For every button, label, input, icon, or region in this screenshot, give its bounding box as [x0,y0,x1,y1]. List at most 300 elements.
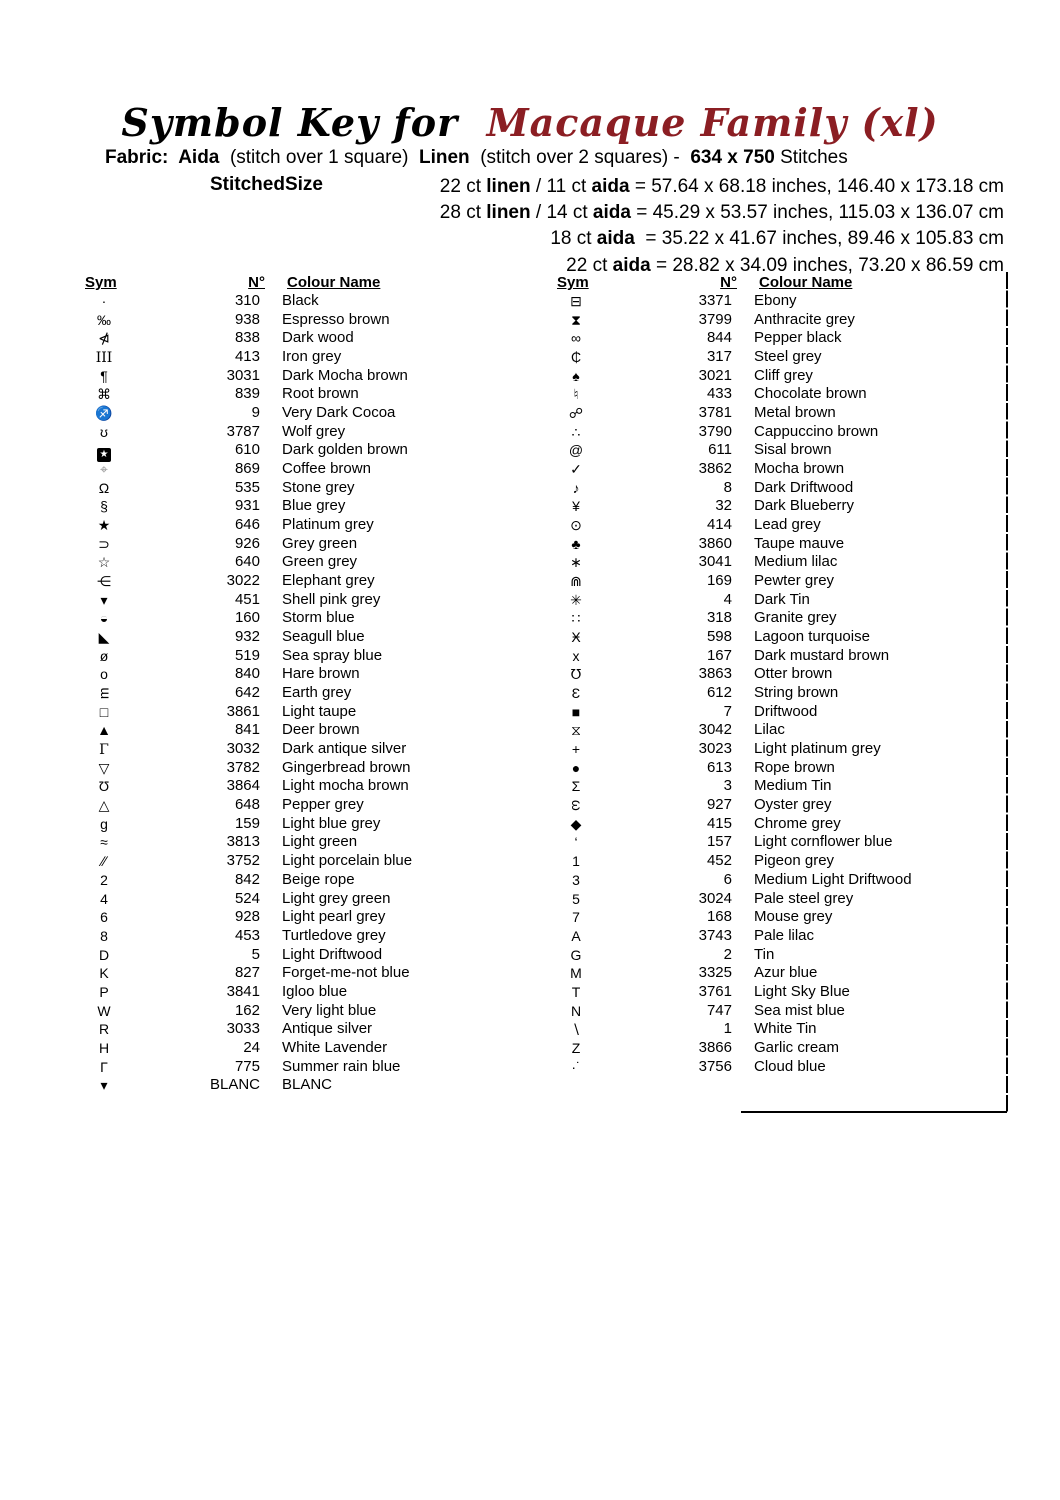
number-cell: 3863 [698,665,732,683]
number-cell: 157 [706,833,732,851]
table-row [80,423,533,442]
number-cell: 3787 [226,422,260,440]
number-cell: 451 [234,590,260,608]
colour-name-cell: Rope brown [754,758,835,776]
colour-name-cell: Dark Driftwood [754,478,854,496]
table-row [552,628,1005,647]
table-row [552,796,1005,815]
sym-cell: ◣ [98,629,110,646]
sym-cell: ∖ [571,1021,581,1038]
table-row [552,833,1005,852]
column-header-colour-name: Colour Name [287,274,381,291]
page-title-pattern-name: Macaque Family (xl) [486,100,939,145]
colour-name-cell: Medium Light Driftwood [754,870,912,888]
number-cell: 840 [234,665,260,683]
sym-cell: ⊟ [570,293,582,309]
table-row [80,647,533,666]
colour-name-cell: Pepper grey [282,796,364,814]
sym-cell: ⋲ [97,573,111,590]
sym-cell: ¶ [100,367,108,384]
table-row [80,311,533,330]
table-row [80,535,533,554]
number-cell: 3033 [226,1020,260,1038]
table-row [80,890,533,909]
colour-name-cell: Dark golden brown [282,441,408,459]
table-row [80,628,533,647]
table-row [552,535,1005,554]
colour-name-cell: Earth grey [282,684,352,702]
number-cell: 3813 [226,833,260,851]
number-cell: 3021 [698,366,732,384]
sym-cell: ⌘ [97,386,111,403]
sym-cell: + [571,741,581,758]
number-cell: 931 [234,497,260,515]
colour-name-cell: String brown [754,684,839,702]
number-cell: 7 [723,702,732,720]
colour-name-cell: Coffee brown [282,460,371,478]
number-cell: 598 [706,628,732,646]
table-row [80,1002,533,1021]
sym-cell: ¥ [572,498,580,515]
colour-name-cell: Sisal brown [754,441,832,459]
colour-name-cell: Turtledove grey [282,926,386,944]
colour-name-cell: Dark antique silver [282,740,407,758]
sym-cell: 6 [100,909,108,926]
colour-name-cell: Lead grey [754,516,821,534]
table-row [552,890,1005,909]
number-cell: 8 [723,478,732,496]
colour-name-cell: Green grey [282,553,358,571]
number-cell: 414 [706,516,732,534]
table-row [552,404,1005,423]
number-cell: 169 [706,572,732,590]
number-cell: 927 [706,796,732,814]
sym-cell: G [570,946,582,963]
sym-cell: □ [99,703,109,720]
sym-cell: ø [99,647,109,664]
table-row [552,497,1005,516]
sym-cell: ♪ [572,479,580,496]
colour-name-cell: Cloud blue [754,1057,826,1075]
table-row [80,684,533,703]
page-title-prefix: Symbol Key for [121,100,487,145]
number-cell: BLANC [209,1076,260,1094]
table-row [80,964,533,983]
sym-cell: 4 [100,890,108,907]
table-row [80,404,533,423]
number-cell: 3023 [698,740,732,758]
table-row [80,796,533,815]
sym-cell: ∴ [571,423,581,440]
sym-cell: Σ [571,778,581,795]
table-row [80,497,533,516]
table-row [552,292,1005,311]
number-cell: 839 [234,385,260,403]
sym-cell: ⋪ [98,330,110,347]
table-row [552,684,1005,703]
table-right-border [1006,272,1008,1113]
table-row [552,367,1005,386]
number-cell: 640 [234,553,260,571]
number-cell: 519 [234,646,260,664]
sym-cell: ✓ [570,461,582,478]
number-cell: 844 [706,329,732,347]
colour-name-cell: Tin [754,945,775,963]
number-cell: 3862 [698,460,732,478]
table-row [80,721,533,740]
colour-name-cell: Seagull blue [282,628,365,646]
number-cell: 3032 [226,740,260,758]
sym-cell: ₵ [570,349,582,366]
number-cell: 4 [723,590,732,608]
table-row [552,516,1005,535]
number-cell: 5 [251,945,260,963]
number-cell: 160 [234,609,260,627]
number-cell: 611 [708,441,732,459]
sym-cell: Ɛ [571,685,581,702]
table-row [80,292,533,311]
table-row [80,1020,533,1039]
table-row [80,908,533,927]
sym-cell: Γ [99,742,109,759]
colour-name-cell: Mouse grey [754,908,833,926]
colour-name-cell: Ebony [754,292,797,309]
page-title [0,100,1060,145]
sym-cell: ‘ [574,834,578,851]
number-cell: 3782 [226,758,260,776]
table-row [80,871,533,890]
table-row [552,946,1005,965]
number-cell: 317 [706,348,732,366]
colour-name-cell: Dark Blueberry [754,497,855,515]
table-row [80,460,533,479]
colour-name-cell: Light green [282,833,358,851]
number-cell: 6 [723,870,732,888]
number-cell: 3041 [698,553,732,571]
stitched-size-lines [440,174,1004,279]
table-row [552,1002,1005,1021]
table-row [552,740,1005,759]
colour-name-cell: Platinum grey [282,516,374,534]
colour-name-cell: Taupe mauve [754,534,845,552]
number-cell: 3743 [698,926,732,944]
table-row [80,479,533,498]
colour-name-cell: Otter brown [754,665,833,683]
sym-cell: ▲ [97,722,111,739]
table-header-row [552,273,1005,292]
number-cell: 3790 [698,422,732,440]
sym-cell: o [100,666,108,683]
table-row [552,591,1005,610]
number-cell: 168 [706,908,732,926]
number-cell: 2 [723,945,732,963]
table-row [80,665,533,684]
stitched-size-label: StitchedSize [210,174,323,195]
sym-cell: Z [571,1039,581,1056]
colour-name-cell: Azur blue [754,964,818,982]
sym-cell: ⋒ [570,573,582,590]
sym-cell: · [101,293,107,309]
table-row [80,516,533,535]
colour-name-cell: Cappuccino brown [754,422,879,440]
sym-cell: 3 [572,871,580,888]
table-row [80,927,533,946]
sym-cell: @ [568,442,584,459]
number-cell: 938 [234,310,260,328]
number-cell: 3031 [226,366,260,384]
number-cell: 3860 [698,534,732,552]
colour-name-cell: Sea spray blue [282,646,383,664]
colour-name-cell: Steel grey [754,348,822,366]
number-cell: 613 [706,758,732,776]
number-cell: 3841 [226,982,260,1000]
sym-cell: ∷ [571,610,581,627]
colour-name-cell: Pale steel grey [754,889,854,907]
sym-cell: III [95,350,113,367]
number-cell: 1 [723,1020,732,1038]
colour-name-cell: Very light blue [282,1001,377,1019]
sym-cell: ◒ [99,610,109,627]
sym-cell: ≈ [100,834,108,851]
number-cell: 159 [234,814,260,832]
colour-name-cell: Storm blue [282,609,355,627]
sym-cell: ∗ [570,554,582,571]
table-row [80,740,533,759]
number-cell: 524 [234,889,260,907]
number-cell: 535 [234,478,260,496]
sym-cell: ∕∕ [101,853,107,870]
key-table-left [80,273,533,1095]
table-row [552,1039,1005,1058]
sym-cell: ♠ [572,367,580,384]
sym-cell: ★ [97,517,111,534]
sym-cell: ω [568,800,585,811]
sym-cell: § [100,498,108,515]
colour-name-cell: White Tin [754,1020,817,1038]
colour-name-cell: Lilac [754,721,785,739]
sym-cell: ·˙ [571,1058,581,1075]
sym-cell: ʊ [100,423,108,440]
number-cell: 9 [251,404,260,422]
colour-name-cell: Anthracite grey [754,310,855,328]
colour-name-cell: Light porcelain blue [282,852,413,870]
table-row [80,609,533,628]
sym-cell: x [572,647,580,664]
sym-cell: g [100,815,108,832]
colour-name-cell: Dark wood [282,329,354,347]
colour-name-cell: Pewter grey [754,572,835,590]
table-row [80,441,533,460]
table-row [552,815,1005,834]
sym-cell: ★ [80,441,128,460]
sym-cell: K [99,965,109,982]
number-cell: 3861 [226,702,260,720]
sym-cell: P [99,983,109,1000]
table-row [552,703,1005,722]
table-row [552,609,1005,628]
table-row [552,441,1005,460]
number-cell: 646 [234,516,260,534]
colour-name-cell: Dark Mocha brown [282,366,408,384]
sym-cell: 1 [572,853,580,870]
number-cell: 612 [706,684,732,702]
colour-name-cell: Chocolate brown [754,385,867,403]
number-cell: 3371 [698,292,732,309]
colour-name-cell: Espresso brown [282,310,390,328]
number-cell: 24 [243,1038,260,1056]
table-row [552,908,1005,927]
sym-cell: Ʊ [98,778,110,795]
table-row [552,329,1005,348]
colour-name-cell: Chrome grey [754,814,841,832]
table-row [552,1020,1005,1039]
colour-name-cell: Garlic cream [754,1038,840,1056]
sym-cell: ♮ [573,386,579,403]
table-row [80,777,533,796]
colour-name-cell: Black [282,292,319,309]
sym-cell: 8 [100,927,108,944]
sym-cell: ■ [571,703,581,720]
colour-name-cell: Light grey green [282,889,391,907]
sym-cell: ✳ [570,591,582,608]
table-row [552,348,1005,367]
table-row [80,1076,533,1095]
table-row [552,759,1005,778]
colour-name-cell: Beige rope [282,870,355,888]
table-row [552,460,1005,479]
number-cell: 869 [234,460,260,478]
colour-name-cell: Forget-me-not blue [282,964,410,982]
number-cell: 32 [715,497,732,515]
number-cell: 842 [234,870,260,888]
number-cell: 3799 [698,310,732,328]
colour-name-cell: Light platinum grey [754,740,881,758]
fabric-info-line: Fabric: Aida (stitch over 1 square) Linen (stitch over 2 squares) - 634 x 750 Stitches [105,147,848,168]
sym-cell: ▾ [100,1077,108,1094]
table-row [80,815,533,834]
table-row [552,553,1005,572]
sym-cell: ▾ [100,591,108,608]
sym-cell: ● [571,759,581,776]
table-row [80,703,533,722]
table-row [80,348,533,367]
number-cell: 928 [234,908,260,926]
number-cell: 3024 [698,889,732,907]
sym-cell: H [98,1039,110,1056]
colour-name-cell: Wolf grey [282,422,346,440]
number-cell: 610 [234,441,260,459]
colour-name-cell: Shell pink grey [282,590,381,608]
colour-name-cell: Igloo blue [282,982,348,1000]
key-table-left-rows [80,292,533,1095]
number-cell: 167 [706,646,732,664]
sym-cell: Ω [98,479,110,496]
table-row [552,647,1005,666]
colour-name-cell: Medium Tin [754,777,832,795]
colour-name-cell: Sea mist blue [754,1001,845,1019]
colour-name-cell: Cliff grey [754,366,813,384]
table-row [552,964,1005,983]
number-cell: 3761 [698,982,732,1000]
colour-name-cell: Light Sky Blue [754,982,850,1000]
number-cell: 318 [706,609,732,627]
number-cell: 838 [234,329,260,347]
number-cell: 452 [706,852,732,870]
colour-name-cell: Light Driftwood [282,945,383,963]
table-row [552,423,1005,442]
sym-cell: 7 [572,909,580,926]
colour-name-cell: BLANC [282,1076,333,1094]
colour-name-cell: Pepper black [754,329,842,347]
number-cell: 841 [234,721,260,739]
table-row [552,852,1005,871]
table-row [80,833,533,852]
colour-name-cell: Light pearl grey [282,908,386,926]
colour-name-cell: Dark Tin [754,590,810,608]
number-cell: 415 [706,814,732,832]
colour-name-cell: Light cornflower blue [754,833,893,851]
colour-name-cell: Deer brown [282,721,360,739]
colour-name-cell: Metal brown [754,404,836,422]
colour-name-cell: Granite grey [754,609,837,627]
number-cell: 3756 [698,1057,732,1075]
column-header-colour-name: Colour Name [759,274,853,291]
sym-cell: ⌖ [100,461,108,478]
size-line: 18 ct aida = 35.22 x 41.67 inches, 89.46 x 105.83 cm [550,228,1004,250]
sym-cell: ℧ [570,666,582,683]
column-header-number: N° [248,274,265,291]
column-header-sym: Sym [85,274,117,291]
sym-cell: ‰ [97,311,111,328]
sym-cell: 5 [572,890,580,907]
sym-cell: ◆ [570,815,582,832]
sym-cell: ⊃ [98,535,110,552]
size-line: 28 ct linen / 14 ct aida = 45.29 x 53.57 inches, 115.03 x 136.07 cm [439,202,1004,224]
sym-cell: ♣ [571,535,581,552]
number-cell: 3022 [226,572,260,590]
colour-name-cell: Root brown [282,385,359,403]
sym-cell: A [571,927,581,944]
colour-name-cell: Hare brown [282,665,360,683]
sym-cell: ☍ [568,405,584,422]
table-row [552,927,1005,946]
table-row [80,983,533,1002]
colour-name-cell: Gingerbread brown [282,758,411,776]
sym-cell: ⊙ [570,517,582,534]
number-cell: 413 [234,348,260,366]
column-header-number: N° [720,274,737,291]
key-table-right-rows [552,292,1005,1076]
table-row [80,1058,533,1077]
number-cell: 775 [234,1057,260,1075]
table-row [552,1058,1005,1077]
colour-name-cell: Pigeon grey [754,852,835,870]
colour-name-cell: Antique silver [282,1020,373,1038]
colour-name-cell: Pale lilac [754,926,815,944]
colour-name-cell: Light taupe [282,702,357,720]
table-row [80,329,533,348]
table-row [552,871,1005,890]
table-row [80,946,533,965]
number-cell: 642 [234,684,260,702]
sym-cell: M [570,965,582,982]
column-header-sym: Sym [557,274,589,291]
table-row [552,311,1005,330]
size-line: 22 ct linen / 11 ct aida = 57.64 x 68.18 inches, 146.40 x 173.18 cm [439,176,1004,197]
table-row [552,665,1005,684]
number-cell: 310 [234,292,260,309]
key-table-right [552,273,1005,1076]
